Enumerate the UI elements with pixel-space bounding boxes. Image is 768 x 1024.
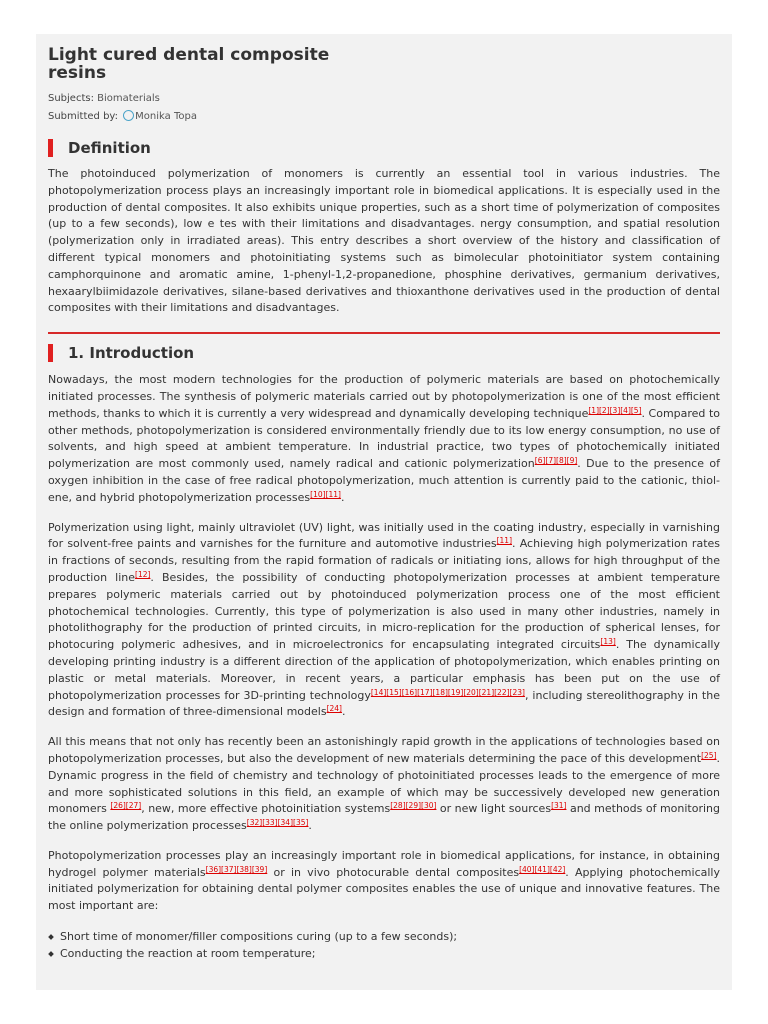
citation-link[interactable]: [18] [432, 687, 448, 697]
citation-link[interactable]: [24] [326, 704, 342, 714]
citation-link[interactable]: [4] [620, 405, 631, 415]
citation-link[interactable]: [12] [135, 569, 151, 579]
introduction-heading-text: 1. Introduction [68, 344, 195, 363]
citation-link[interactable]: [14] [370, 687, 387, 697]
citation-group [206, 865, 268, 874]
citation-group [535, 456, 578, 465]
citation-link[interactable]: [41] [534, 864, 550, 874]
definition-heading-text: Definition [68, 139, 151, 157]
citation-group [497, 536, 512, 545]
citation-link[interactable]: [16] [401, 687, 418, 697]
citation-link[interactable]: [26] [110, 801, 126, 811]
citation-link[interactable]: [36] [205, 864, 222, 874]
citation-link[interactable]: [15] [386, 687, 402, 697]
citation-link[interactable]: [3] [609, 405, 621, 415]
citation-link[interactable]: [11] [325, 489, 341, 499]
author-avatar-icon [123, 110, 134, 121]
submitted-line [48, 110, 720, 124]
list-item: Conducting the reaction at room temperature; [48, 946, 720, 963]
citation-link[interactable]: [38] [236, 864, 252, 874]
author-link[interactable]: Monika Topa [135, 111, 197, 122]
citation-link[interactable]: [5] [630, 405, 642, 415]
citation-link[interactable]: [6] [534, 456, 546, 466]
citation-link[interactable]: [10] [310, 489, 326, 499]
citation-group [519, 865, 565, 874]
citation-link[interactable]: [21] [478, 687, 495, 697]
intro-paragraph-3: All this means that not only has recently been an astonishingly rapid growth in the applications of technologies based on photopolymerization processes, but also the development of new materials determining the pace of this development[25]. Dynamic progress in the field of chemistry and technology of photoinitiated processes leads to the emergence of more and more sophisticated solutions in this field, an example of which may be successively developed new generation monomers [26][27], new, more effective photoinitiation systems[28][29][30] or new light sources[31] and methods of monitoring the online polymerization processes[32][33][34][35]. [48, 735, 721, 833]
citation-group [371, 688, 525, 697]
citation-group [588, 406, 641, 415]
citation-group [551, 801, 566, 810]
section-marker [48, 344, 53, 362]
section-marker [48, 139, 53, 157]
citation-group [110, 801, 141, 810]
citation-link[interactable]: [13] [600, 637, 616, 647]
citation-link[interactable]: [17] [417, 687, 433, 697]
citation-link[interactable]: [30] [421, 801, 437, 811]
citation-group [310, 490, 341, 499]
citation-link[interactable]: [34] [277, 818, 294, 828]
citation-link[interactable]: [2] [599, 405, 610, 415]
citation-link[interactable]: [22] [494, 687, 510, 697]
citation-link[interactable]: [33] [262, 818, 278, 828]
citation-link[interactable]: [9] [566, 456, 578, 466]
citation-link[interactable]: [23] [509, 687, 525, 697]
citation-link[interactable]: [37] [221, 864, 237, 874]
citation-link[interactable]: [7] [545, 456, 557, 466]
citation-link[interactable]: [39] [251, 864, 268, 874]
citation-link[interactable]: [42] [549, 864, 566, 874]
subject-link[interactable]: Biomaterials [97, 93, 160, 104]
subjects-line [48, 92, 720, 106]
citation-link[interactable]: [31] [551, 801, 567, 811]
citation-link[interactable]: [19] [447, 687, 464, 697]
article-card [36, 34, 732, 990]
intro-paragraph-1: Nowadays, the most modern technologies for the production of polymeric materials are based on photochemically initiated processes. The synthesis of polymeric materials carried out by photopolymerization is one of the most efficient methods, thanks to which it is currently a very widespread and dynamically developing technique[1][2][3][4][5]. Compared to other methods, photopolymerization is considered environmentally friendly due to its low energy consumption, no use of solvents, and high speed at ambient temperature. In industrial practice, two types of photochemically initiated polymerization are most commonly used, namely radical and cationic polymerization[6][7][8][9]. Due to the presence of oxygen inhibition in the case of free radical photopolymerization, much attention is currently paid to the cationic, thiol-ene, and hybrid photopolymerization processes[10][11]. [48, 373, 721, 504]
citation-link[interactable]: [28] [390, 801, 406, 811]
list-item: Short time of monomer/filler compositions curing (up to a few seconds); [48, 929, 720, 946]
citation-link[interactable]: [11] [496, 536, 512, 546]
introduction-heading [48, 344, 720, 362]
citation-link[interactable]: [20] [463, 687, 479, 697]
citation-link[interactable]: [32] [246, 818, 263, 828]
citation-link[interactable]: [8] [556, 456, 567, 466]
section-divider [48, 332, 720, 334]
citation-link[interactable]: [1] [588, 405, 599, 415]
citation-link[interactable]: [29] [405, 801, 422, 811]
citation-group [327, 704, 342, 713]
citation-link[interactable]: [25] [701, 750, 717, 760]
intro-paragraph-4: Photopolymerization processes play an increasingly important role in biomedical applications, for instance, in obtaining hydrogel polymer materials[36][37][38][39] or in vivo photocurable dental composites[40][41][42]. Applying photochemically initiated polymerization for obtaining dental polymer composites enables the use of unique and innovative features. The most important are: [48, 848, 720, 913]
subjects-label: Subjects: [48, 93, 94, 104]
citation-link[interactable]: [27] [125, 801, 142, 811]
definition-text: The photoinduced polymerization of monomers is currently an essential tool in various industries. The photopolymerization process plays an increasingly important role in biomedical applications. It is especially used in the production of dental composites. It also exhibits unique properties, such as a short time of polymerization of composites (up to a few seconds), low e tes with their limitations and disadvantages. nergy consumption, and spatial resolution (polymerization only in irradiated areas). This entry describes a short overview of the history and classification of different typical monomers and photoinitiating systems such as bimolecular photoinitiator system containing camphorquinone and aromatic amine, 1-phenyl-1,2-propanedione, phosphine derivatives, germanium derivatives, hexaarylbiimidazole derivatives, silane-based derivatives and thioxanthone derivatives used in the production of dental composites with their limitations and disadvantages. [48, 167, 720, 315]
citation-link[interactable]: [35] [293, 818, 309, 828]
citation-group [247, 818, 309, 827]
submitted-label: Submitted by: [48, 111, 118, 122]
intro-paragraph-2: Polymerization using light, mainly ultraviolet (UV) light, was initially used in the coating industry, especially in varnishing for solvent-free paints and varnishes for the furniture and automotive industries[11]. Achieving high polymerization rates in fractions of seconds, resulting from the rapid formation of radicals or initiating ions, allows for high throughput of the production line[12]. Besides, the possibility of conducting photopolymerization processes at ambient temperature prepares polymeric materials carried out by photoinduced polymerization process one of the most efficient photochemical technologies. Currently, this type of polymerization is also used in many other industries, namely in photolithography for the production of printed circuits, in micro-replication for the production of spherical lenses, for photocuring polymeric adhesives, and in microelectronics for encapsulating integrated circuits[13]. The dynamically developing printing industry is a different direction of the application of photopolymerization, which enables printing on plastic or metal materials. Moreover, in recent years, a particular emphasis has been put on the use of photopolymerization processes for 3D-printing technology[14][15][16][17][18][19][20][21][22][23], including stereolithography in the design and formation of three-dimensional models[24]. [48, 520, 720, 719]
citation-group [600, 637, 615, 646]
page-title: Light cured dental composite resins [48, 45, 330, 83]
definition-heading [48, 139, 720, 157]
features-list [48, 929, 720, 963]
citation-link[interactable]: [40] [519, 864, 535, 874]
citation-group [390, 801, 436, 810]
citation-group [701, 751, 716, 760]
citation-group [135, 570, 150, 579]
